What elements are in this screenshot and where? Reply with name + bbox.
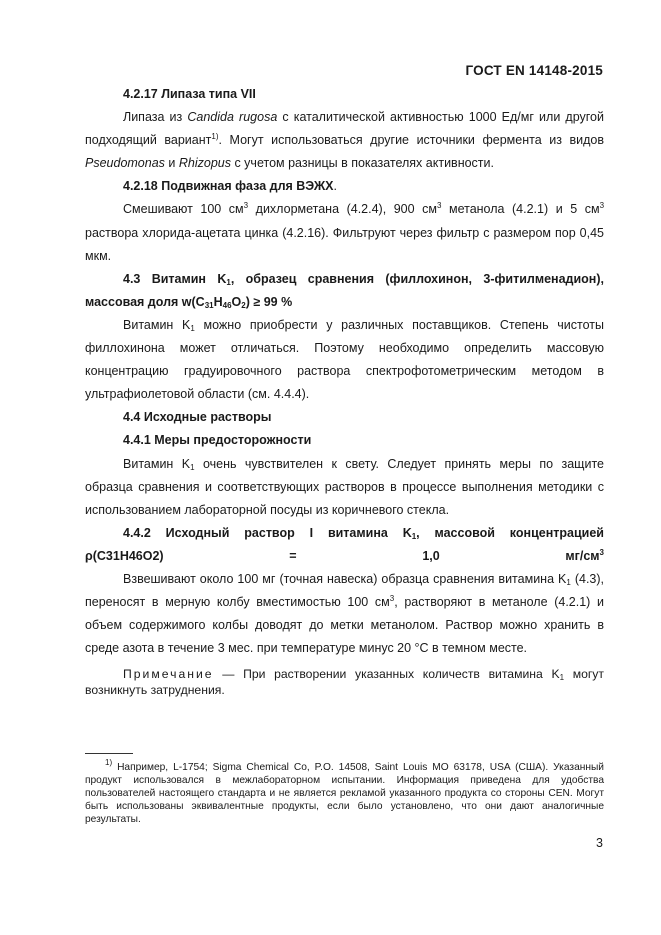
section-4-4-2-title: 4.4.2 Исходный раствор I витамина $K_1$, массовой концентрацией ρ(C31H46O2) = 1,0 $мг/см^3$ [85,525,604,563]
section-4-3-text: Витамин $K_1$ можно приобрести у различных поставщиков. Степень чистоты филлохинона может отличаться. Поэтому необходимо определить массовую концентрацию градуировочного раствора спектрофотометрическим методом в ультрафиолетовой области (см. 4.4.4). [85,317,604,402]
species-rhizopus: Rhizopus [178,156,231,171]
footnote-ref: 1) [211,132,219,142]
species-candida: Candida rugosa [187,110,278,125]
section-4-4-2-text: Взвешивают около 100 мг (точная навеска) образца сравнения витамина $K_1$ (4.3), переносят в мерную колбу вместимостью 100 $см^3$, растворяют в метаноле (4.2.1) и объем содержимого колбы доводят до метки метанолом. Раствор можно хранить в среде азота в течение 3 мес. при температуре минус 20 °C в темном месте. [85,571,605,656]
footnote-mark: 1) [105,758,113,767]
section-4-2-17-text: Липаза из Candida rugosa с каталитической активностью 1000 Ед/мг или другой подходящий вариант$^{1)}$. Могут использоваться другие источники фермента из видов Pseudomonas и Rhizopus с учетом разницы в показателях активности. [85,110,605,171]
section-4-4-title: 4.4 Исходные растворы [123,410,272,425]
section-4-4-1-text: Витамин $K_1$ очень чувствителен к свету. Следует принять меры по защите образца сравнения и соответствующих растворов в процессе выполнения методики с использованием лабораторной посуды из коричневого стекла. [85,456,604,517]
section-4-2-18-title: 4.2.18 Подвижная фаза для ВЭЖХ. [123,179,338,194]
section-4-4-1-title: 4.4.1 Меры предосторожности [123,433,312,448]
footnote-text: $^{1)}$ Например, L-1754; Sigma Chemical Co, P.O. 14508, Saint Louis MO 63178, USA (США). Указанный продукт использовался в межлабораторном испытании. Информация приведена для удобства пользователей настоящего стандарта и не является рекламой указанного продукта со стороны CEN. Могут быть использованы эквивалентные продукты, если было установлено, что они дают аналогичные результаты. [85,758,604,826]
footnote [85,758,604,826]
note-label: Примечание [123,667,214,682]
page-number: 3 [596,836,603,850]
footnote-divider [85,753,133,754]
document-body [85,83,604,698]
section-4-2-18-text: Смешивают 100 $см^3$ дихлорметана (4.2.4), 900 $см^3$ метанола (4.2.1) и 5 $см^3$ раствора хлорида-ацетата цинка (4.2.16). Фильтруют через фильтр с размером пор 0,45 мкм. [85,201,605,263]
section-4-4-2-note: Примечание — При растворении указанных количеств витамина $K_1$ могут возникнуть затруднения. [85,667,604,698]
standard-header: ГОСТ EN 14148-2015 [465,63,603,78]
section-4-2-17-title: 4.2.17 Липаза типа VII [123,87,256,101]
section-4-3-title: 4.3 Витамин $K_1$, образец сравнения (филлохинон, 3-фитилменадион), массовая доля $w(C_{31}H_{46}O_2) \ge 99$ % [85,271,604,310]
species-pseudomonas: Pseudomonas [85,156,165,171]
